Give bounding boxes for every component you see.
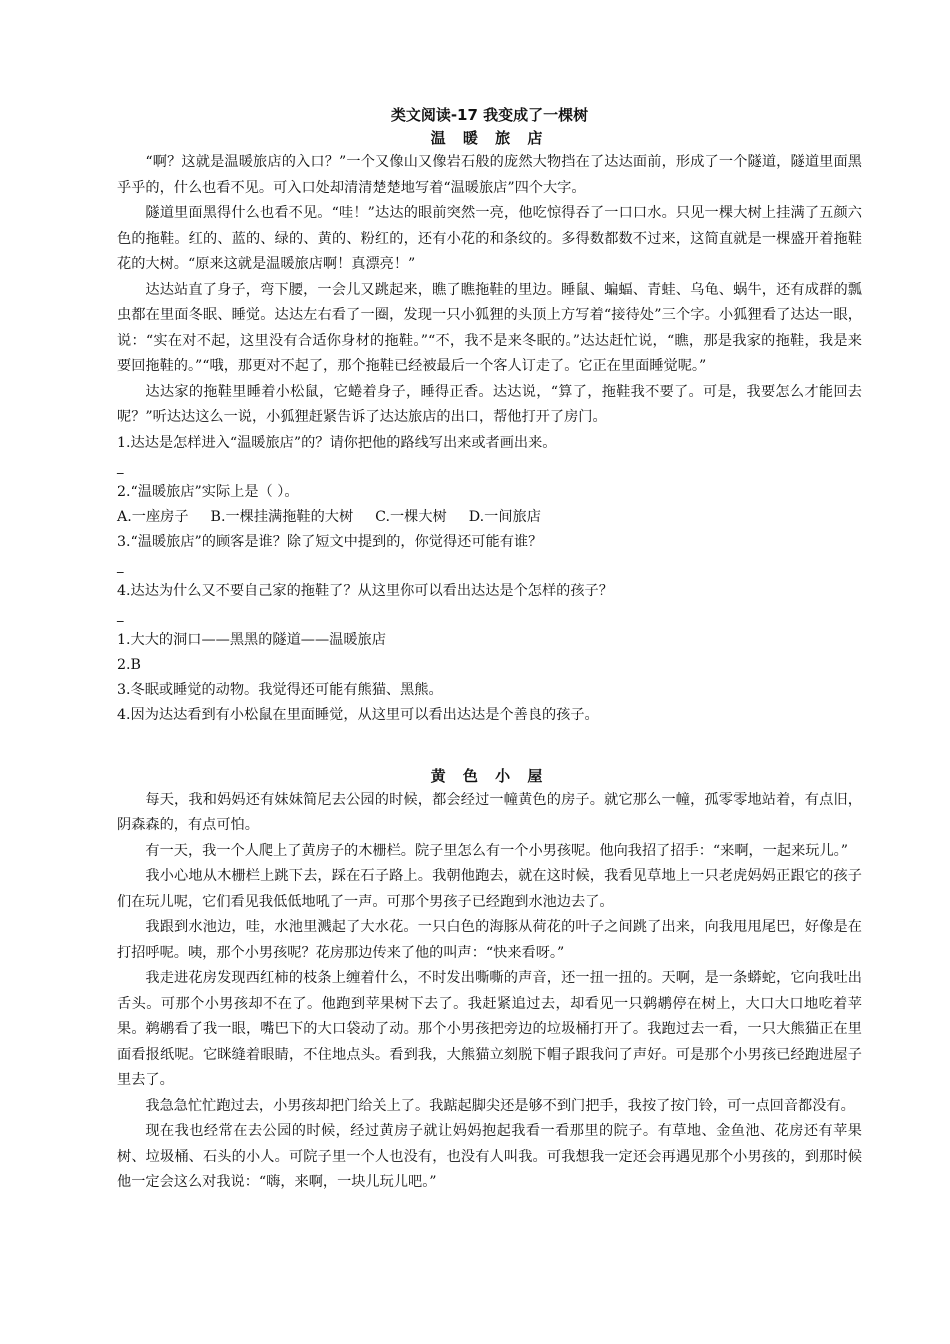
story2-paragraph: 我急急忙忙跑过去，小男孩却把门给关上了。我踮起脚尖还是够不到门把手，我按了按门铃，可一点回音都没有。 <box>145 1097 855 1114</box>
story2-paragraph: 有一天，我一个人爬上了黄房子的木栅栏。院子里怎么有一个小男孩呢。他向我招了招手：“来啊，一起来玩儿。” <box>145 842 848 859</box>
answer-2: 2.B <box>117 656 141 673</box>
option-d: D.一间旅店 <box>468 508 541 525</box>
option-b: B.一棵挂满拖鞋的大树 <box>210 508 354 525</box>
story1-paragraph: “啊？这就是温暖旅店的入口？”一个又像山又像岩石般的庞然大物挡在了达达面前，形成了一个隧道，隧道里面黑乎乎的，什么也看不见。可入口处却清清楚楚地写着“温暖旅店”四个大字。 <box>117 154 862 196</box>
worksheet-content <box>117 104 862 1196</box>
story1-paragraph: 达达站直了身子，弯下腰，一会儿又跳起来，瞧了瞧拖鞋的里边。睡鼠、蝙蝠、青蛙、乌龟、蜗牛，还有成群的瓢虫都在里面冬眠、睡觉。达达左右看了一圈，发现一只小狐狸的头顶上方写着“接待处”三个字。小狐狸看了达达一眼，说：“实在对不起，这里没有合适你身材的拖鞋。”“不，我不是来冬眠的。”达达赶忙说，“瞧，那是我家的拖鞋，我是来要回拖鞋的。”“哦，那更对不起了，那个拖鞋已经被最后一个客人订走了。它正在里面睡觉呢。” <box>117 281 862 374</box>
story1-title: 温 暖 旅 店 <box>430 129 549 147</box>
question-3: 3.“温暖旅店”的顾客是谁？除了短文中提到的，你觉得还可能有谁？ <box>117 533 543 550</box>
option-c: C.一棵大树 <box>375 508 447 525</box>
story1-paragraph: 达达家的拖鞋里睡着小松鼠，它蜷着身子，睡得正香。达达说，“算了，拖鞋我不要了。可是，我要怎么才能回去呢？”听达达这么一说，小狐狸赶紧告诉了达达旅店的出口，帮他打开了房门。 <box>117 383 862 425</box>
section-gap <box>117 728 862 764</box>
story2-paragraph: 每天，我和妈妈还有妹妹简尼去公园的时候，都会经过一幢黄色的房子。就它那么一幢，孤零零地站着，有点旧，阴森森的，有点可怕。 <box>117 791 862 833</box>
question-1: 1.达达是怎样进入“温暖旅店”的？请你把他的路线写出来或者画出来。 <box>117 434 557 451</box>
story2-paragraph: 我走进花房发现西红柿的枝条上缠着什么，不时发出嘶嘶的声音，还一扭一扭的。天啊，是一条蟒蛇，它向我吐出舌头。可那个小男孩却不在了。他跑到苹果树下去了。我赶紧追过去，却看见一只鹈鹕停在树上，大口大口地吃着苹果。鹈鹕看了我一眼，嘴巴下的大口袋动了动。那个小男孩把旁边的垃圾桶打开了。我跑过去一看，一只大熊猫正在里面看报纸呢。它眯缝着眼睛，不住地点头。看到我，大熊猫立刻脱下帽子跟我问了声好。可是那个小男孩已经跑进屋子里去了。 <box>117 970 862 1088</box>
document-title: 类文阅读-17 我变成了一棵树 <box>390 106 589 124</box>
story2-paragraph: 我跟到水池边，哇，水池里溅起了大水花。一只白色的海豚从荷花的叶子之间跳了出来，向我甩甩尾巴，好像是在打招呼呢。咦，那个小男孩呢？花房那边传来了他的叫声：“快来看呀。” <box>117 919 862 961</box>
answer-blank: _ <box>117 558 124 574</box>
story2-paragraph: 我小心地从木栅栏上跳下去，踩在石子路上。我朝他跑去，就在这时候，我看见草地上一只老虎妈妈正跟它的孩子们在玩儿呢，它们看见我低低地吼了一声。可那个男孩子已经跑到水池边去了。 <box>117 868 862 910</box>
answer-blank: _ <box>117 459 124 475</box>
answer-1: 1.大大的洞口——黑黑的隧道——温暖旅店 <box>117 631 386 648</box>
question-4: 4.达达为什么又不要自己家的拖鞋了？从这里你可以看出达达是个怎样的孩子？ <box>117 582 613 599</box>
story1-paragraph: 隧道里面黑得什么也看不见。“哇！”达达的眼前突然一亮，他吃惊得吞了一口口水。只见一棵大树上挂满了五颜六色的拖鞋。红的、蓝的、绿的、黄的、粉红的，还有小花的和条纹的。多得数都数不过来，这简直就是一棵盛开着拖鞋花的大树。“原来这就是温暖旅店啊！真漂亮！” <box>117 205 862 272</box>
answer-3: 3.冬眠或睡觉的动物。我觉得还可能有熊猫、黑熊。 <box>117 681 443 698</box>
question-2: 2.“温暖旅店”实际上是（ ）。 <box>117 483 299 500</box>
answer-4: 4.因为达达看到有小松鼠在里面睡觉，从这里可以看出达达是个善良的孩子。 <box>117 706 599 723</box>
option-a: A.一座房子 <box>117 508 189 525</box>
question-2-options <box>117 505 862 530</box>
answer-blank: _ <box>117 607 124 623</box>
story-warm-inn <box>117 126 862 728</box>
story2-title: 黄 色 小 屋 <box>430 766 549 785</box>
story2-paragraph: 现在我也经常在去公园的时候，经过黄房子就让妈妈抱起我看一看那里的院子。有草地、金鱼池、花房还有苹果树、垃圾桶、石头的小人。可院子里一个人也没有，也没有人叫我。可我想我一定还会再遇见那个小男孩的，到那时候他一定会这么对我说：“嗨，来啊，一块儿玩儿吧。” <box>117 1123 862 1190</box>
story-yellow-house <box>117 764 862 1196</box>
